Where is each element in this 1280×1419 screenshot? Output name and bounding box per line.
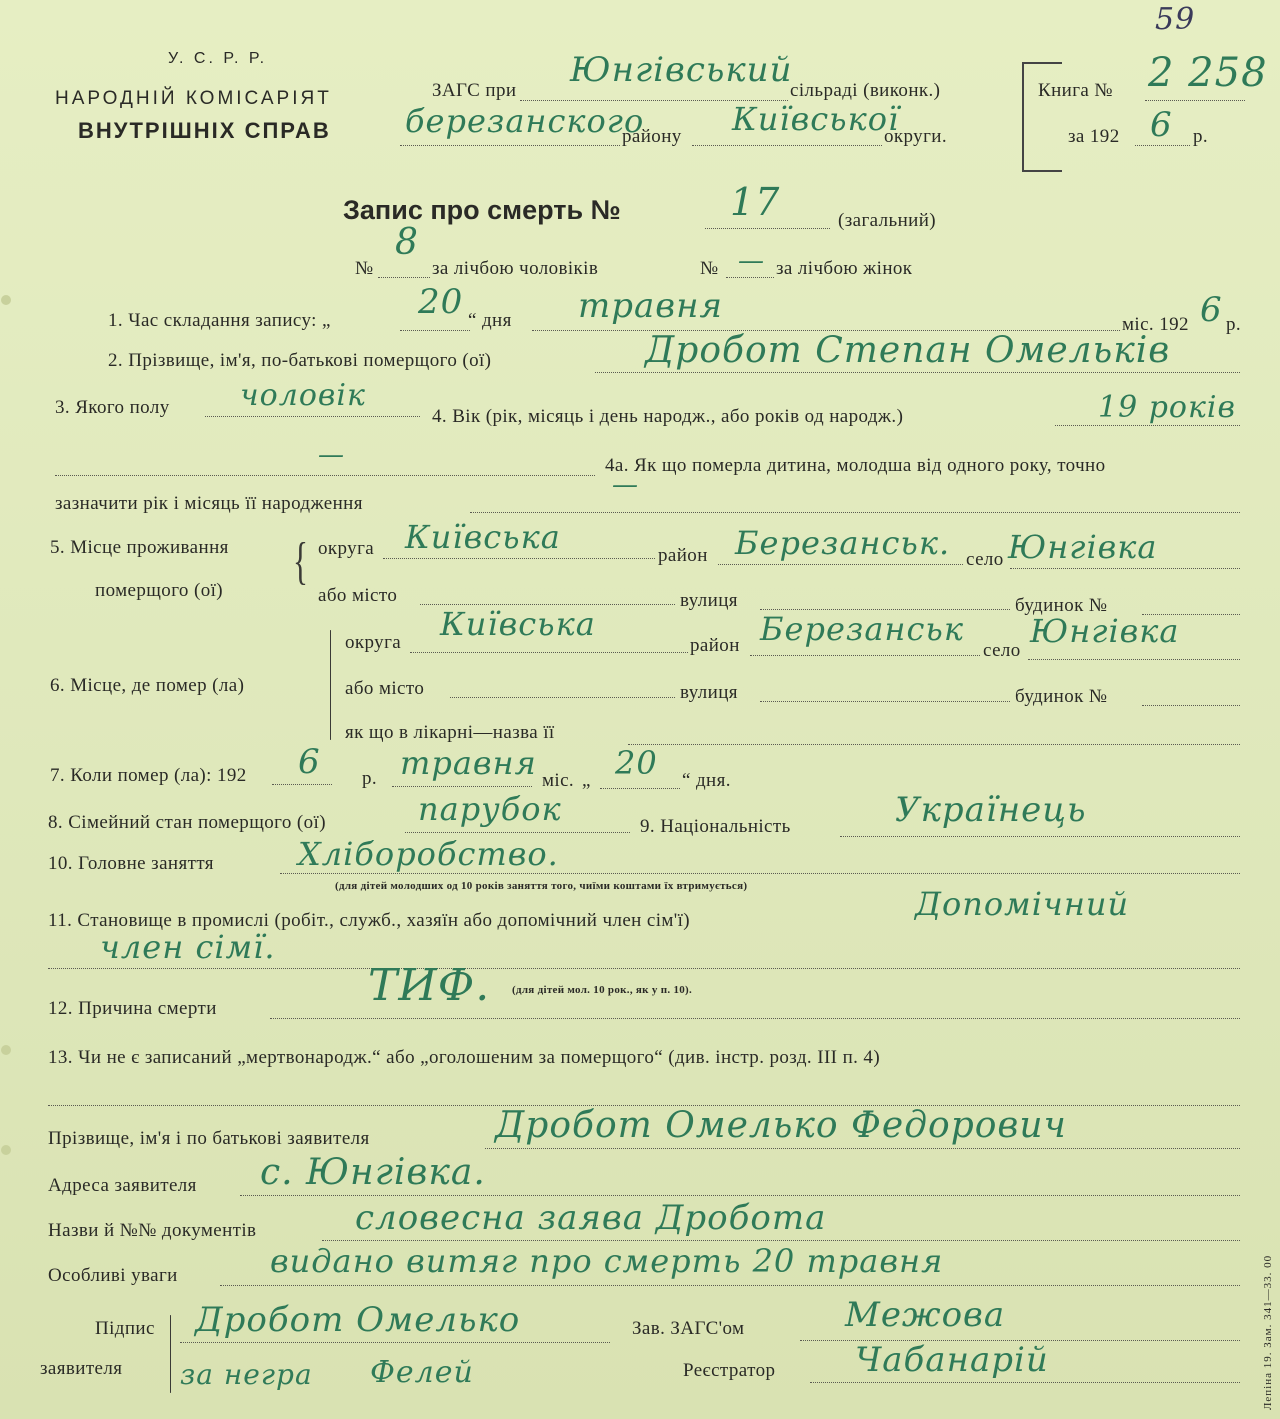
applicant-name-line — [485, 1148, 1240, 1149]
women-count-label: за лічбою жінок — [776, 258, 913, 279]
f6-okrug-line — [410, 652, 688, 653]
zags-head-signature: Межова — [845, 1295, 1006, 1335]
f12-label: 12. Причина смерти — [48, 998, 217, 1019]
f4a-value1: — — [318, 440, 345, 470]
f5-selo-value: Юнгівка — [1008, 528, 1158, 566]
f9-line — [840, 836, 1240, 837]
women-count-value: — — [738, 246, 765, 276]
signature-value-2: за негра — [180, 1358, 313, 1391]
f8-label: 8. Сімейний стан померщого (ої) — [48, 812, 326, 833]
f5-brace: { — [292, 533, 308, 590]
zags-district-label: району — [622, 126, 682, 147]
record-title-suffix: (загальний) — [838, 210, 937, 231]
zags-district-line — [400, 145, 620, 146]
f7-open-quote: „ — [582, 770, 591, 791]
f1-day-line — [400, 330, 470, 331]
f6-okrug-label: округа — [345, 632, 402, 653]
f1-label: 1. Час складання запису: „ — [108, 310, 331, 331]
applicant-docs-value: словесна заява Дробота — [355, 1198, 827, 1238]
applicant-notes-line — [220, 1285, 1240, 1286]
f5-okrug-line — [383, 558, 655, 559]
archive-folio-number: 59 — [1155, 2, 1196, 37]
f11-value2: член сімї. — [100, 928, 276, 966]
applicant-name-label: Прізвище, ім'я і по батькові заявителя — [48, 1128, 370, 1149]
f6-vulytsia-line — [760, 701, 1010, 702]
f4a-line2 — [470, 512, 1240, 513]
applicant-name-value: Дробот Омелько Федорович — [495, 1105, 1067, 1146]
header-commissariat: НАРОДНІЙ КОМІСАРІЯТ — [55, 88, 332, 109]
f7-year-value: 6 — [298, 742, 321, 782]
zags-head-label: Зав. ЗАГС'ом — [632, 1318, 745, 1339]
signature-value: Дробот Омелько — [195, 1300, 521, 1340]
f8-line — [405, 832, 630, 833]
f5-label2: померщого (ої) — [95, 580, 223, 601]
f6-rayon-value: Березанськ — [760, 610, 964, 648]
book-box-left — [1022, 62, 1024, 172]
record-title: Запис про смерть № — [343, 195, 621, 225]
zags-suffix: сільраді (виконк.) — [790, 80, 941, 101]
header-usrr: У. С. Р. Р. — [168, 50, 268, 67]
f13-label: 13. Чи не є записаний „мертвонародж.“ або „оголошеним за померщого“ (див. інстр. розд. III п. 4) — [48, 1047, 881, 1068]
f6-misto-line — [450, 697, 675, 698]
f6-hospital-line — [628, 744, 1240, 745]
registrar-signature: Чабанарій — [855, 1340, 1049, 1380]
f3-label: 3. Якого полу — [55, 397, 170, 418]
f1-suffix: міс. 192 — [1122, 314, 1189, 335]
f1-end: р. — [1226, 314, 1242, 335]
record-number-value: 17 — [730, 180, 781, 224]
f5-rayon-value: Березанськ. — [735, 524, 951, 562]
f6-vulytsia-label: вулиця — [680, 682, 738, 703]
f2-value: Дробот Степан Омельків — [645, 330, 1171, 371]
f7-day-value: 20 — [615, 744, 658, 782]
f12-value: ТИФ. — [368, 960, 491, 1011]
f1-month-value: травня — [578, 286, 723, 326]
f5-label1: 5. Місце проживання — [50, 537, 229, 558]
book-box-bottom — [1022, 170, 1062, 172]
f6-selo-line — [1028, 659, 1240, 660]
applicant-address-value: с. Юнгівка. — [260, 1152, 486, 1193]
f4-line — [1055, 425, 1240, 426]
f10-value: Хліборобство. — [298, 835, 559, 873]
zags-okrug-label: округи. — [884, 126, 947, 147]
f6-budynok-label: будинок № — [1015, 686, 1108, 707]
f10-label: 10. Головне заняття — [48, 853, 214, 874]
f1-day-value: 20 — [418, 282, 464, 322]
zags-okrug-line — [692, 145, 882, 146]
f12-note: (для дітей мол. 10 рок., як у п. 10). — [512, 984, 693, 996]
f5-selo-line — [1010, 568, 1240, 569]
f5-budynok-label: будинок № — [1015, 595, 1108, 616]
binding-holes — [0, 200, 20, 1400]
f4a-label2: зазначити рік і місяць її народження — [55, 493, 363, 514]
f6-rayon-label: район — [690, 635, 740, 656]
men-count-line — [378, 277, 430, 278]
f1-year-value: 6 — [1200, 290, 1223, 330]
zags-district-value: березанского — [405, 102, 645, 140]
f6-rayon-line — [750, 655, 980, 656]
f6-hospital-label: як що в лікарні—назва її — [345, 722, 555, 743]
applicant-address-label: Адреса заявителя — [48, 1175, 197, 1196]
f4a-line1 — [55, 475, 595, 476]
f6-okrug-value: Київська — [440, 605, 596, 643]
f11-label: 11. Становище в промислі (робіт., служб., хазяїн або допомічний член сім'ї) — [48, 910, 691, 931]
f7-r: р. — [362, 768, 378, 789]
f4-value: 19 років — [1098, 390, 1236, 425]
f1-mid: “ дня — [468, 310, 512, 331]
applicant-notes-value: видано витяг про смерть 20 травня — [270, 1242, 944, 1280]
book-year-suffix: р. — [1193, 126, 1209, 147]
f6-bracket — [330, 630, 331, 740]
applicant-address-line — [240, 1195, 1240, 1196]
men-count-prefix: № — [355, 258, 374, 279]
zags-prefix: ЗАГС при — [432, 80, 517, 101]
f6-budynok-line — [1142, 705, 1240, 706]
signature-label-1: Підпис — [95, 1318, 155, 1339]
signature-bracket — [170, 1315, 171, 1393]
f4-label: 4. Вік (рік, місяць і день народж., або років од народж.) — [432, 406, 904, 427]
applicant-notes-label: Особливі уваги — [48, 1265, 178, 1286]
book-year-line — [1135, 145, 1190, 146]
signature-label-2: заявителя — [40, 1358, 123, 1379]
f7-day-line — [600, 788, 680, 789]
registrar-line — [810, 1382, 1240, 1383]
f6-misto-label: або місто — [345, 678, 425, 699]
book-label: Книга № — [1038, 80, 1113, 101]
f3-line — [205, 416, 420, 417]
f5-selo-label: село — [966, 549, 1004, 570]
zags-village-value: Юнгівський — [570, 50, 793, 90]
f7-mis: міс. — [542, 770, 575, 791]
book-box-top — [1022, 62, 1062, 64]
f5-rayon-label: район — [658, 545, 708, 566]
printer-mark: Лепіна 19. Зам. 341—33. 00 — [1262, 1254, 1274, 1410]
f5-okrug-value: Київська — [405, 518, 561, 556]
women-count-prefix: № — [700, 258, 719, 279]
f10-line — [280, 873, 1240, 874]
book-year-value: 6 — [1150, 105, 1173, 145]
f12-line — [270, 1018, 1240, 1019]
f8-value: парубок — [418, 790, 562, 828]
f5-misto-label: або місто — [318, 585, 398, 606]
f7-month-value: травня — [400, 744, 537, 782]
men-count-label: за лічбою чоловіків — [432, 258, 599, 279]
f2-line — [595, 372, 1240, 373]
book-number-value: 2 258 — [1148, 50, 1268, 96]
applicant-docs-label: Назви й №№ документів — [48, 1220, 257, 1241]
f4a-label: 4а. Як що померла дитина, молодша від одного року, точно — [605, 455, 1106, 476]
f5-vulytsia-label: вулиця — [680, 590, 738, 611]
f6-label: 6. Місце, де помер (ла) — [50, 675, 245, 696]
f5-rayon-line — [718, 564, 963, 565]
f7-label: 7. Коли помер (ла): 192 — [50, 765, 247, 786]
f6-selo-label: село — [983, 640, 1021, 661]
zags-okrug-value: Київської — [732, 100, 900, 138]
f7-year-line — [272, 784, 332, 785]
book-year-label: за 192 — [1068, 126, 1120, 147]
f6-selo-value: Юнгівка — [1030, 612, 1180, 650]
record-number-line — [705, 228, 830, 229]
f9-label: 9. Національність — [640, 816, 791, 837]
f7-month-line — [392, 786, 532, 787]
applicant-docs-line — [322, 1240, 1240, 1241]
f9-value: Українець — [895, 790, 1087, 830]
f3-value: чоловік — [240, 378, 366, 413]
signature-value-3: Фелей — [370, 1355, 474, 1390]
f11-value1: Допомічний — [915, 885, 1130, 923]
f2-label: 2. Прізвище, ім'я, по-батькові померщого (ої) — [108, 350, 492, 371]
signature-line — [180, 1342, 610, 1343]
registrar-label: Реєстратор — [683, 1360, 776, 1381]
f4a-value2: — — [612, 470, 639, 500]
f5-okrug-label: округа — [318, 538, 375, 559]
f10-note: (для дітей молодших од 10 років заняття того, чиїми коштами їх втримується) — [335, 880, 748, 892]
men-count-value: 8 — [395, 222, 419, 263]
book-number-line — [1145, 100, 1245, 101]
f11-line2 — [48, 968, 1240, 969]
f7-suffix: “ дня. — [682, 770, 731, 791]
women-count-line — [726, 277, 774, 278]
header-internal-affairs: ВНУТРІШНІХ СПРАВ — [78, 118, 331, 143]
